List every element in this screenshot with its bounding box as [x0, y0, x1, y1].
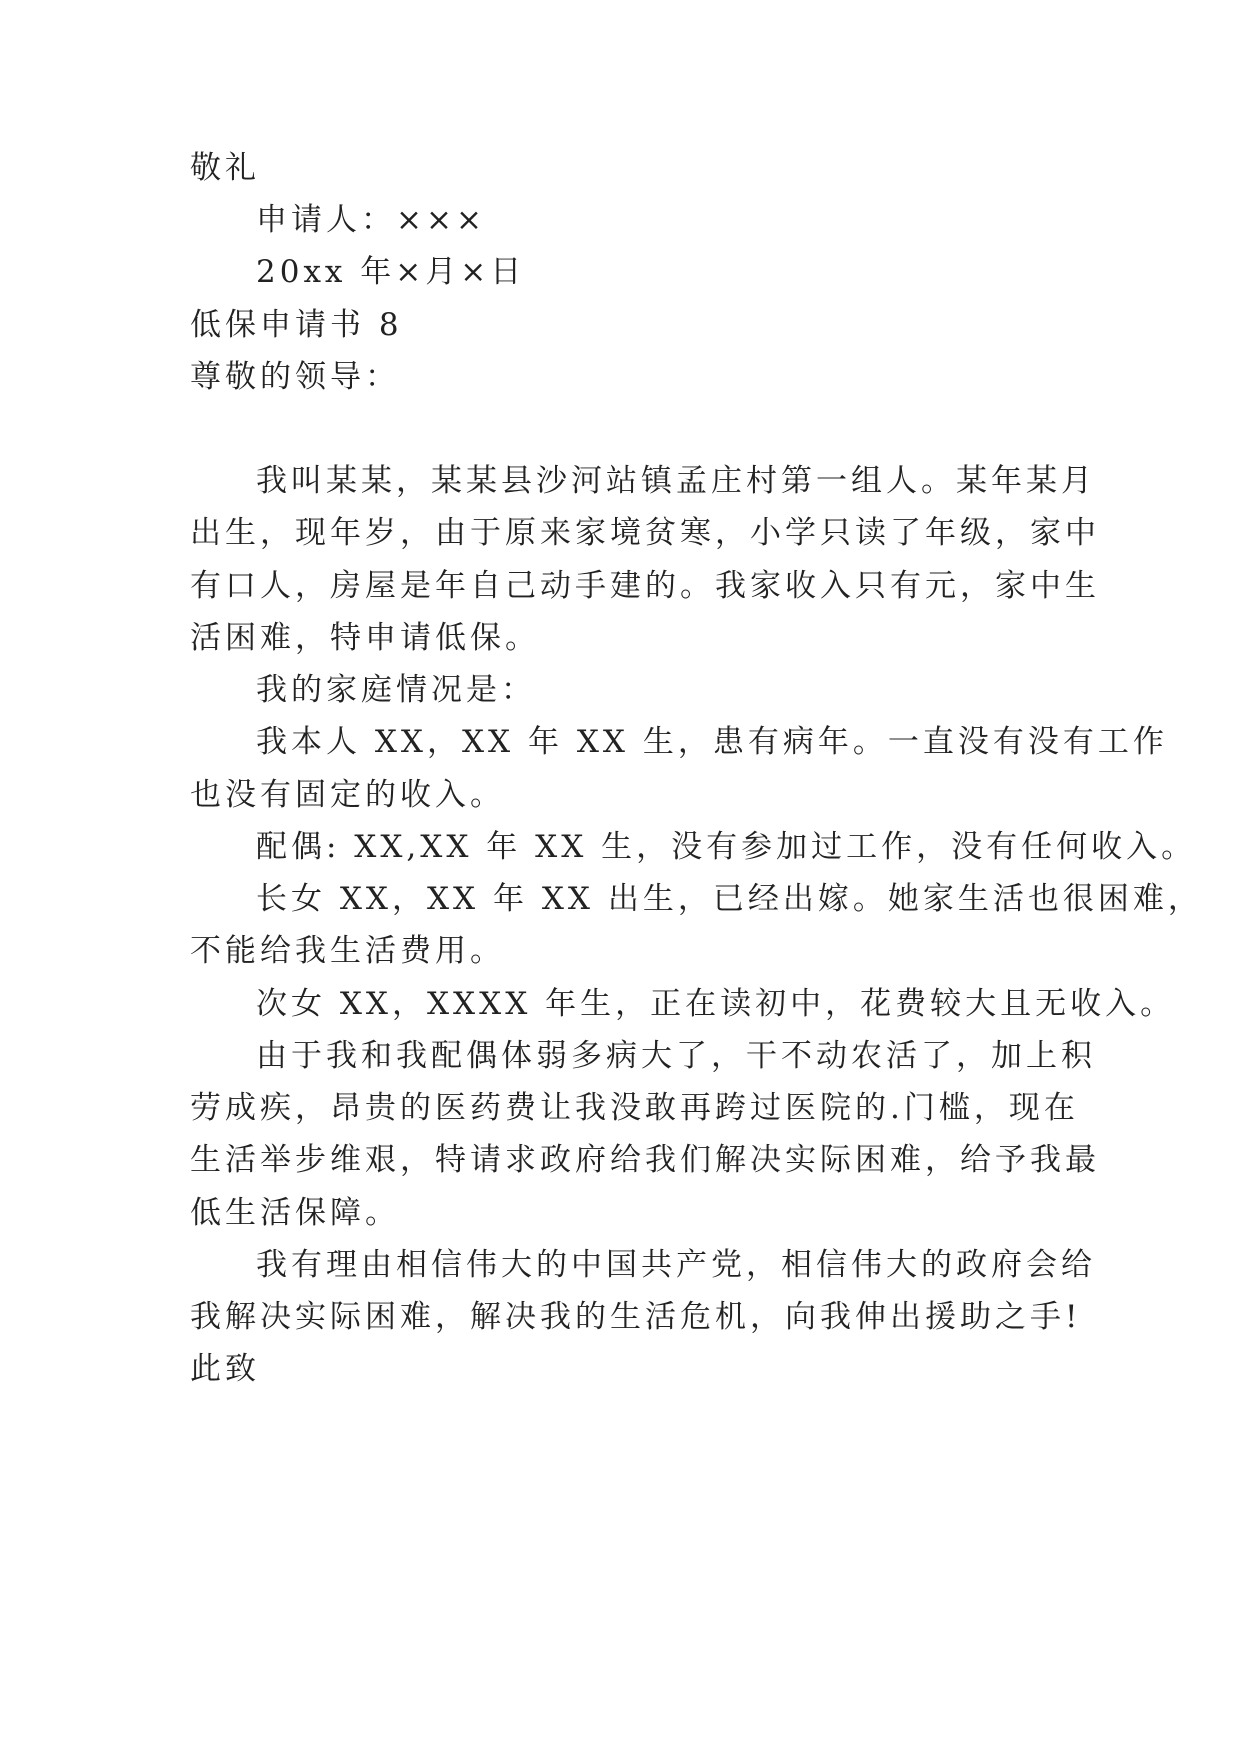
paragraph-line: 我叫某某，某某县沙河站镇孟庄村第一组人。某年某月 — [256, 463, 1096, 499]
paragraph-line: 有口人，房屋是年自己动手建的。我家收入只有元，家中生 — [190, 568, 1100, 604]
paragraph-line: 出生，现年岁，由于原来家境贫寒，小学只读了年级，家中 — [190, 515, 1100, 551]
date-previous: 20xx 年×月×日 — [256, 254, 526, 290]
self-line: 我本人 XX，XX 年 XX 生，患有病年。一直没有没有工作 — [256, 724, 1168, 760]
reason-line: 生活举步维艰，特请求政府给我们解决实际困难，给予我最 — [190, 1142, 1100, 1178]
applicant-previous: 申请人：××× — [256, 202, 486, 238]
closing-previous: 敬礼 — [190, 150, 260, 186]
reason-line: 由于我和我配偶体弱多病大了，干不动农活了，加上积 — [256, 1038, 1096, 1074]
trust-line: 我有理由相信伟大的中国共产党，相信伟大的政府会给 — [256, 1247, 1096, 1283]
elder-daughter-line: 不能给我生活费用。 — [190, 933, 505, 969]
younger-daughter-line: 次女 XX，XXXX 年生，正在读初中，花费较大且无收入。 — [256, 986, 1176, 1022]
elder-daughter-line: 长女 XX，XX 年 XX 出生，已经出嫁。她家生活也很困难， — [256, 881, 1203, 917]
reason-line: 劳成疾，昂贵的医药费让我没敢再跨过医院的.门槛，现在 — [190, 1090, 1079, 1126]
paragraph-line: 活困难，特申请低保。 — [190, 620, 540, 656]
salutation: 尊敬的领导： — [190, 359, 400, 395]
document-title: 低保申请书 8 — [190, 307, 403, 343]
trust-line: 我解决实际困难，解决我的生活危机，向我伸出援助之手! — [190, 1299, 1082, 1335]
reason-line: 低生活保障。 — [190, 1195, 400, 1231]
family-intro: 我的家庭情况是： — [256, 672, 536, 708]
self-line: 也没有固定的收入。 — [190, 777, 505, 813]
spouse-line: 配偶: XX,XX 年 XX 生，没有参加过工作，没有任何收入。 — [256, 829, 1197, 865]
closing: 此致 — [190, 1351, 260, 1387]
